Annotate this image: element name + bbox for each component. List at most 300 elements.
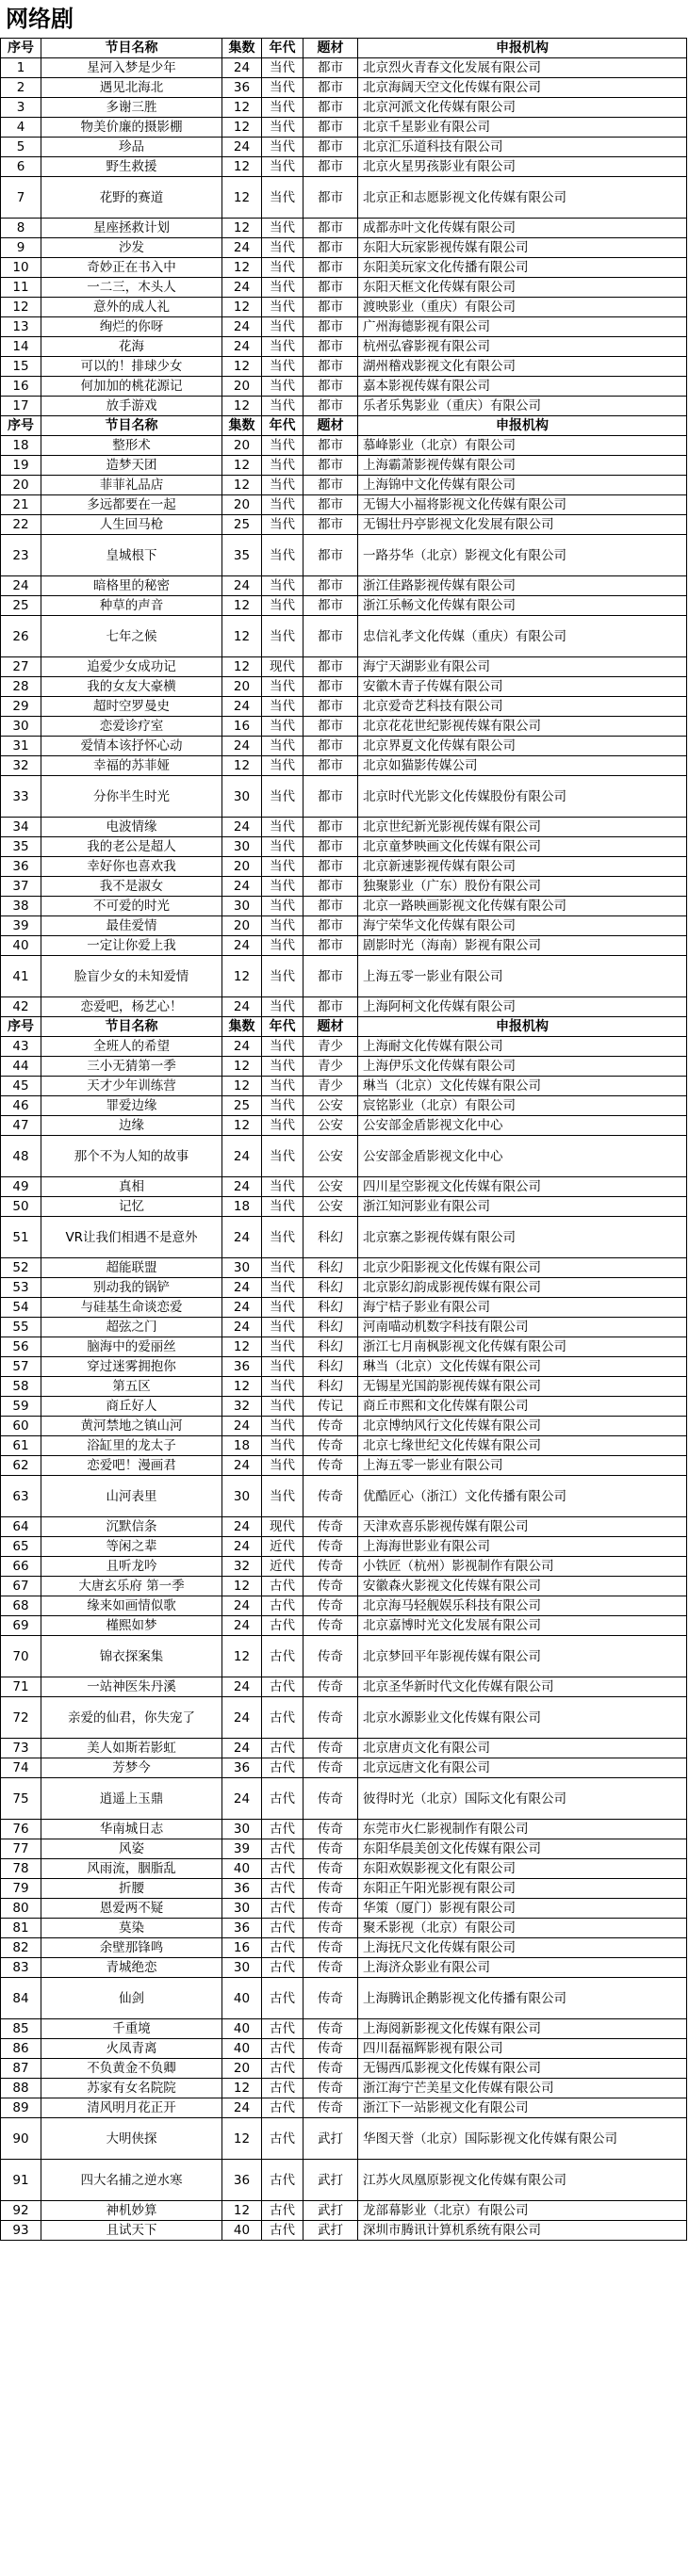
cell-era: 当代 — [262, 1298, 303, 1318]
cell-index: 38 — [1, 897, 41, 916]
cell-era: 当代 — [262, 337, 303, 357]
cell-index: 65 — [1, 1537, 41, 1557]
cell-era: 当代 — [262, 877, 303, 897]
cell-index: 52 — [1, 1258, 41, 1278]
table-row — [1, 916, 687, 936]
cell-genre: 传奇 — [303, 2098, 358, 2118]
cell-genre: 传奇 — [303, 1919, 358, 1938]
cell-era: 当代 — [262, 1377, 303, 1397]
cell-producer: 北京新速影视传媒有限公司 — [358, 857, 687, 877]
cell-producer: 北京汇乐道科技有限公司 — [358, 138, 687, 157]
cell-producer: 上海霸萧影视传媒有限公司 — [358, 456, 687, 476]
cell-genre: 都市 — [303, 515, 358, 535]
cell-genre: 科幻 — [303, 1278, 358, 1298]
table-row — [1, 1557, 687, 1577]
cell-title: 沉默信条 — [41, 1517, 222, 1537]
cell-episodes: 40 — [222, 2039, 262, 2059]
cell-genre: 科幻 — [303, 1318, 358, 1337]
cell-episodes: 12 — [222, 2201, 262, 2221]
cell-era: 古代 — [262, 2118, 303, 2160]
cell-title: 清风明月花正开 — [41, 2098, 222, 2118]
table-row — [1, 1958, 687, 1978]
cell-genre: 传奇 — [303, 2079, 358, 2098]
cell-genre: 都市 — [303, 616, 358, 657]
cell-genre: 都市 — [303, 456, 358, 476]
table-row — [1, 657, 687, 677]
cell-producer: 无锡大小福将影视文化传媒有限公司 — [358, 495, 687, 515]
cell-producer: 乐者乐隽影业（重庆）有限公司 — [358, 397, 687, 416]
cell-title: 多谢三胜 — [41, 98, 222, 118]
cell-index: 72 — [1, 1697, 41, 1739]
cell-index: 31 — [1, 737, 41, 756]
cell-episodes: 30 — [222, 1899, 262, 1919]
cell-episodes: 18 — [222, 1197, 262, 1217]
cell-genre: 传奇 — [303, 1436, 358, 1456]
cell-episodes: 24 — [222, 1677, 262, 1697]
cell-genre: 都市 — [303, 238, 358, 258]
cell-producer: 上海阅新影视文化传媒有限公司 — [358, 2019, 687, 2039]
cell-episodes: 20 — [222, 916, 262, 936]
cell-genre: 传奇 — [303, 1517, 358, 1537]
cell-producer: 北京正和志愿影视文化传媒有限公司 — [358, 177, 687, 219]
table-row — [1, 397, 687, 416]
cell-index: 78 — [1, 1859, 41, 1879]
cell-index: 85 — [1, 2019, 41, 2039]
cell-title: 火凤青离 — [41, 2039, 222, 2059]
cell-producer: 浙江七月南枫影视文化传媒有限公司 — [358, 1337, 687, 1357]
cell-episodes: 24 — [222, 1778, 262, 1820]
cell-index: 82 — [1, 1938, 41, 1958]
table-row — [1, 2160, 687, 2201]
cell-era: 古代 — [262, 1577, 303, 1596]
cell-era: 古代 — [262, 1596, 303, 1616]
cell-episodes: 12 — [222, 1057, 262, 1077]
cell-genre: 武打 — [303, 2118, 358, 2160]
cell-episodes: 12 — [222, 456, 262, 476]
cell-genre: 都市 — [303, 936, 358, 956]
cell-title: 可以的！排球少女 — [41, 357, 222, 377]
cell-index: 6 — [1, 157, 41, 177]
table-row — [1, 278, 687, 298]
cell-episodes: 24 — [222, 1136, 262, 1177]
cell-producer: 浙江佳路影视传媒有限公司 — [358, 576, 687, 596]
cell-era: 当代 — [262, 697, 303, 717]
table-row — [1, 837, 687, 857]
cell-episodes: 24 — [222, 138, 262, 157]
cell-title: 三小无猜第一季 — [41, 1057, 222, 1077]
cell-producer: 北京时代光影文化传媒股份有限公司 — [358, 776, 687, 818]
table-row — [1, 2201, 687, 2221]
cell-title: 真相 — [41, 1177, 222, 1197]
cell-index: 75 — [1, 1778, 41, 1820]
cell-genre: 传奇 — [303, 1577, 358, 1596]
program-table — [0, 38, 687, 2241]
cell-producer: 北京博纳风行文化传媒有限公司 — [358, 1417, 687, 1436]
table-row — [1, 58, 687, 78]
cell-episodes: 24 — [222, 1596, 262, 1616]
cell-index: 61 — [1, 1436, 41, 1456]
cell-title: 奇妙正在书入中 — [41, 258, 222, 278]
cell-genre: 都市 — [303, 956, 358, 997]
cell-era: 当代 — [262, 1217, 303, 1258]
cell-episodes: 36 — [222, 1357, 262, 1377]
cell-episodes: 12 — [222, 616, 262, 657]
table-row — [1, 78, 687, 98]
cell-producer: 上海耐文化传媒有限公司 — [358, 1037, 687, 1057]
cell-genre: 都市 — [303, 78, 358, 98]
cell-era: 当代 — [262, 1096, 303, 1116]
cell-era: 当代 — [262, 717, 303, 737]
cell-title: 野生救援 — [41, 157, 222, 177]
cell-era: 当代 — [262, 1476, 303, 1517]
table-row — [1, 1778, 687, 1820]
cell-index: 86 — [1, 2039, 41, 2059]
cell-genre: 公安 — [303, 1136, 358, 1177]
cell-title: 我不是淑女 — [41, 877, 222, 897]
table-row — [1, 936, 687, 956]
cell-episodes: 30 — [222, 1958, 262, 1978]
cell-era: 当代 — [262, 756, 303, 776]
cell-genre: 传记 — [303, 1397, 358, 1417]
cell-episodes: 12 — [222, 2118, 262, 2160]
cell-index: 92 — [1, 2201, 41, 2221]
table-row — [1, 1057, 687, 1077]
cell-era: 当代 — [262, 98, 303, 118]
cell-episodes: 30 — [222, 897, 262, 916]
cell-index: 56 — [1, 1337, 41, 1357]
cell-index: 32 — [1, 756, 41, 776]
cell-era: 古代 — [262, 2039, 303, 2059]
cell-genre: 都市 — [303, 377, 358, 397]
cell-title: 放手游戏 — [41, 397, 222, 416]
cell-episodes: 24 — [222, 1697, 262, 1739]
cell-index: 13 — [1, 317, 41, 337]
cell-genre: 传奇 — [303, 1778, 358, 1820]
cell-era: 当代 — [262, 1337, 303, 1357]
cell-index: 10 — [1, 258, 41, 278]
table-row — [1, 1739, 687, 1758]
cell-title: 且听龙吟 — [41, 1557, 222, 1577]
cell-producer: 北京少阳影视文化传媒有限公司 — [358, 1258, 687, 1278]
table-row — [1, 2039, 687, 2059]
cell-episodes: 20 — [222, 857, 262, 877]
cell-index: 76 — [1, 1820, 41, 1839]
table-row — [1, 1278, 687, 1298]
cell-era: 当代 — [262, 837, 303, 857]
cell-episodes: 30 — [222, 776, 262, 818]
cell-genre: 都市 — [303, 157, 358, 177]
cell-era: 古代 — [262, 1958, 303, 1978]
cell-era: 当代 — [262, 278, 303, 298]
cell-producer: 慕峰影业（北京）有限公司 — [358, 436, 687, 456]
cell-producer: 龙部幕影业（北京）有限公司 — [358, 2201, 687, 2221]
table-row — [1, 1879, 687, 1899]
cell-producer: 上海抚尺文化传媒有限公司 — [358, 1938, 687, 1958]
cell-genre: 公安 — [303, 1177, 358, 1197]
cell-genre: 传奇 — [303, 1938, 358, 1958]
cell-episodes: 12 — [222, 357, 262, 377]
cell-genre: 都市 — [303, 278, 358, 298]
cell-era: 当代 — [262, 298, 303, 317]
cell-era: 古代 — [262, 1820, 303, 1839]
cell-era: 当代 — [262, 495, 303, 515]
cell-genre: 都市 — [303, 916, 358, 936]
cell-index: 46 — [1, 1096, 41, 1116]
cell-index: 30 — [1, 717, 41, 737]
cell-episodes: 12 — [222, 756, 262, 776]
cell-title: 仙剑 — [41, 1978, 222, 2019]
cell-era: 当代 — [262, 78, 303, 98]
table-body — [1, 39, 687, 2241]
cell-title: 我的老公是超人 — [41, 837, 222, 857]
cell-title: 余壁那锋鸣 — [41, 1938, 222, 1958]
cell-title: 遇见北海北 — [41, 78, 222, 98]
cell-producer: 嘉本影视传媒有限公司 — [358, 377, 687, 397]
cell-genre: 都市 — [303, 138, 358, 157]
cell-era: 当代 — [262, 616, 303, 657]
cell-title: 折腰 — [41, 1879, 222, 1899]
cell-title: 亲爱的仙君，你失宠了 — [41, 1697, 222, 1739]
cell-title: 意外的成人礼 — [41, 298, 222, 317]
cell-genre: 都市 — [303, 997, 358, 1017]
table-row — [1, 2079, 687, 2098]
cell-title: 菲菲礼品店 — [41, 476, 222, 495]
table-row — [1, 298, 687, 317]
cell-producer: 宸铭影业（北京）有限公司 — [358, 1096, 687, 1116]
cell-title: 全班人的希望 — [41, 1037, 222, 1057]
cell-era: 当代 — [262, 897, 303, 916]
cell-episodes: 25 — [222, 515, 262, 535]
cell-producer: 上海阿柯文化传媒有限公司 — [358, 997, 687, 1017]
cell-title: 物美价廉的摄影棚 — [41, 118, 222, 138]
table-row — [1, 118, 687, 138]
cell-genre: 都市 — [303, 737, 358, 756]
cell-title: 超时空罗曼史 — [41, 697, 222, 717]
cell-episodes: 24 — [222, 1517, 262, 1537]
cell-title: 黄河禁地之镇山河 — [41, 1417, 222, 1436]
cell-episodes: 40 — [222, 1978, 262, 2019]
table-row — [1, 377, 687, 397]
cell-index: 40 — [1, 936, 41, 956]
cell-era: 古代 — [262, 1978, 303, 2019]
cell-era: 古代 — [262, 1899, 303, 1919]
header-row — [1, 39, 687, 58]
table-row — [1, 1820, 687, 1839]
cell-title: 那个不为人知的故事 — [41, 1136, 222, 1177]
cell-producer: 公安部金盾影视文化中心 — [358, 1116, 687, 1136]
cell-genre: 都市 — [303, 877, 358, 897]
table-row — [1, 1436, 687, 1456]
cell-producer: 江苏火凤凰原影视文化传媒有限公司 — [358, 2160, 687, 2201]
cell-title: 沙发 — [41, 238, 222, 258]
table-row — [1, 436, 687, 456]
cell-producer: 北京烈火青春文化发展有限公司 — [358, 58, 687, 78]
table-row — [1, 1417, 687, 1436]
sheet-title: 网络剧 — [6, 5, 74, 32]
column-header: 序号 — [1, 416, 41, 436]
cell-episodes: 39 — [222, 1839, 262, 1859]
cell-title: 芳梦今 — [41, 1758, 222, 1778]
cell-episodes: 20 — [222, 677, 262, 697]
cell-producer: 安徽森火影视文化传媒有限公司 — [358, 1577, 687, 1596]
cell-index: 8 — [1, 219, 41, 238]
cell-episodes: 35 — [222, 535, 262, 576]
table-row — [1, 138, 687, 157]
table-row — [1, 857, 687, 877]
cell-producer: 广州海德影视有限公司 — [358, 317, 687, 337]
cell-title: 不负黄金不负卿 — [41, 2059, 222, 2079]
cell-episodes: 24 — [222, 818, 262, 837]
cell-era: 当代 — [262, 1456, 303, 1476]
cell-producer: 北京海马轻舰娱乐科技有限公司 — [358, 1596, 687, 1616]
cell-title: 华南城日志 — [41, 1820, 222, 1839]
cell-index: 29 — [1, 697, 41, 717]
cell-index: 1 — [1, 58, 41, 78]
cell-index: 18 — [1, 436, 41, 456]
cell-index: 62 — [1, 1456, 41, 1476]
column-header: 题材 — [303, 1017, 358, 1037]
cell-index: 12 — [1, 298, 41, 317]
table-row — [1, 1298, 687, 1318]
cell-title: 美人如斯若影虹 — [41, 1739, 222, 1758]
cell-producer: 上海锦中文化传媒有限公司 — [358, 476, 687, 495]
cell-episodes: 24 — [222, 1217, 262, 1258]
cell-episodes: 30 — [222, 1476, 262, 1517]
cell-genre: 都市 — [303, 657, 358, 677]
cell-producer: 东阳正午阳光影视有限公司 — [358, 1879, 687, 1899]
cell-episodes: 24 — [222, 238, 262, 258]
cell-index: 69 — [1, 1616, 41, 1636]
cell-episodes: 12 — [222, 219, 262, 238]
cell-episodes: 24 — [222, 278, 262, 298]
cell-title: 槿熙如梦 — [41, 1616, 222, 1636]
cell-era: 古代 — [262, 1879, 303, 1899]
cell-title: 种草的声音 — [41, 596, 222, 616]
cell-genre: 传奇 — [303, 1417, 358, 1436]
column-header: 序号 — [1, 1017, 41, 1037]
cell-genre: 传奇 — [303, 1476, 358, 1517]
cell-episodes: 24 — [222, 936, 262, 956]
cell-genre: 传奇 — [303, 1958, 358, 1978]
table-row — [1, 1377, 687, 1397]
cell-index: 19 — [1, 456, 41, 476]
table-row — [1, 1136, 687, 1177]
cell-producer: 东阳大玩家影视传媒有限公司 — [358, 238, 687, 258]
cell-genre: 传奇 — [303, 1859, 358, 1879]
cell-producer: 北京圣华新时代文化传媒有限公司 — [358, 1677, 687, 1697]
cell-era: 古代 — [262, 1739, 303, 1758]
cell-index: 9 — [1, 238, 41, 258]
cell-genre: 都市 — [303, 177, 358, 219]
table-row — [1, 357, 687, 377]
cell-title: 四大名捕之逆水寒 — [41, 2160, 222, 2201]
table-row — [1, 1758, 687, 1778]
cell-index: 91 — [1, 2160, 41, 2201]
cell-index: 84 — [1, 1978, 41, 2019]
cell-title: 何加加的桃花源记 — [41, 377, 222, 397]
cell-genre: 都市 — [303, 337, 358, 357]
cell-episodes: 12 — [222, 397, 262, 416]
cell-era: 当代 — [262, 456, 303, 476]
cell-episodes: 12 — [222, 1116, 262, 1136]
cell-index: 48 — [1, 1136, 41, 1177]
cell-producer: 剧影时光（海南）影视有限公司 — [358, 936, 687, 956]
cell-producer: 上海伊乐文化传媒有限公司 — [358, 1057, 687, 1077]
cell-producer: 北京童梦映画文化传媒有限公司 — [358, 837, 687, 857]
cell-producer: 北京河派文化传媒有限公司 — [358, 98, 687, 118]
cell-era: 当代 — [262, 138, 303, 157]
cell-era: 当代 — [262, 818, 303, 837]
table-row — [1, 1978, 687, 2019]
cell-genre: 传奇 — [303, 1697, 358, 1739]
cell-era: 当代 — [262, 857, 303, 877]
cell-title: 山河表里 — [41, 1476, 222, 1517]
table-row — [1, 476, 687, 495]
cell-genre: 都市 — [303, 436, 358, 456]
cell-index: 47 — [1, 1116, 41, 1136]
column-header: 集数 — [222, 1017, 262, 1037]
cell-title: 苏家有女名院院 — [41, 2079, 222, 2098]
cell-producer: 渡映影业（重庆）有限公司 — [358, 298, 687, 317]
cell-title: 超能联盟 — [41, 1258, 222, 1278]
table-row — [1, 1116, 687, 1136]
table-row — [1, 1177, 687, 1197]
cell-index: 35 — [1, 837, 41, 857]
cell-era: 当代 — [262, 596, 303, 616]
cell-index: 64 — [1, 1517, 41, 1537]
cell-episodes: 24 — [222, 877, 262, 897]
cell-title: 别动我的锅铲 — [41, 1278, 222, 1298]
table-row — [1, 98, 687, 118]
cell-index: 71 — [1, 1677, 41, 1697]
cell-era: 当代 — [262, 535, 303, 576]
cell-episodes: 24 — [222, 1739, 262, 1758]
table-row — [1, 877, 687, 897]
cell-title: 记忆 — [41, 1197, 222, 1217]
cell-index: 44 — [1, 1057, 41, 1077]
cell-title: 千重境 — [41, 2019, 222, 2039]
column-header: 序号 — [1, 39, 41, 58]
cell-genre: 传奇 — [303, 1978, 358, 2019]
cell-episodes: 40 — [222, 2019, 262, 2039]
cell-era: 当代 — [262, 177, 303, 219]
cell-title: 最佳爱情 — [41, 916, 222, 936]
cell-producer: 上海五零一影业有限公司 — [358, 956, 687, 997]
cell-producer: 浙江知河影业有限公司 — [358, 1197, 687, 1217]
cell-genre: 传奇 — [303, 1739, 358, 1758]
cell-producer: 东阳欢娱影视文化有限公司 — [358, 1859, 687, 1879]
cell-era: 当代 — [262, 1057, 303, 1077]
cell-title: 电波情缘 — [41, 818, 222, 837]
table-row — [1, 238, 687, 258]
cell-index: 7 — [1, 177, 41, 219]
cell-era: 当代 — [262, 157, 303, 177]
cell-genre: 传奇 — [303, 1636, 358, 1677]
table-row — [1, 1357, 687, 1377]
column-header: 集数 — [222, 416, 262, 436]
cell-episodes: 12 — [222, 177, 262, 219]
cell-producer: 浙江乐畅文化传媒有限公司 — [358, 596, 687, 616]
table-row — [1, 1476, 687, 1517]
cell-era: 当代 — [262, 1116, 303, 1136]
cell-episodes: 12 — [222, 118, 262, 138]
cell-era: 当代 — [262, 997, 303, 1017]
table-row — [1, 1677, 687, 1697]
table-row — [1, 1217, 687, 1258]
table-row — [1, 717, 687, 737]
cell-title: 我的女友大豪横 — [41, 677, 222, 697]
cell-index: 81 — [1, 1919, 41, 1938]
